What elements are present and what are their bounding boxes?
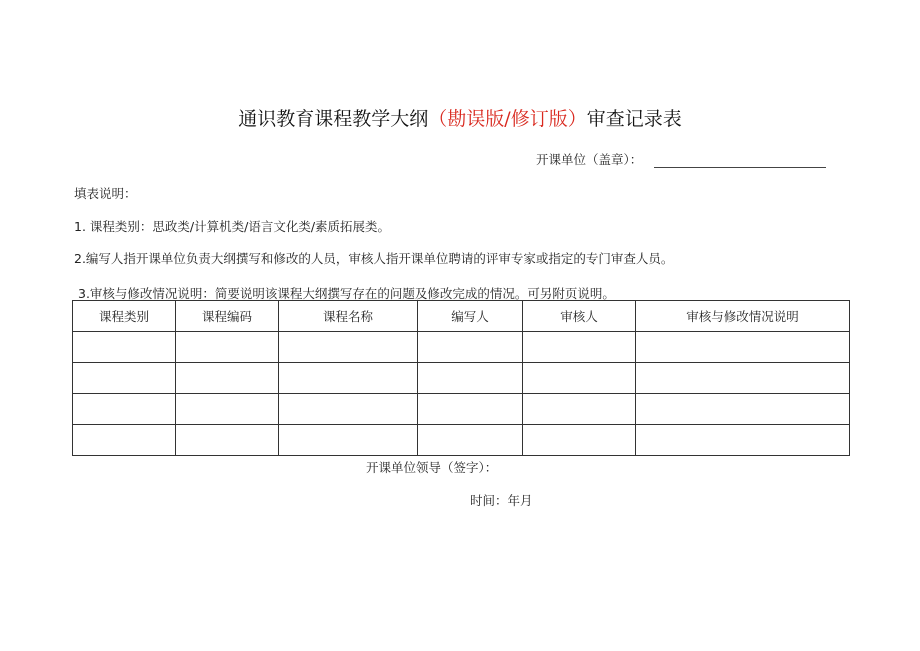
review-record-table — [72, 300, 850, 456]
note-item-2: 2.编写人指开课单位负责大纲撰写和修改的人员，审核人指开课单位聘请的评审专家或指定的专门审查人员。 — [74, 251, 674, 266]
table-cell[interactable] — [176, 394, 279, 425]
unit-stamp-line — [536, 150, 826, 168]
title-highlight: （勘误版/修订版） — [428, 108, 587, 130]
form-title — [0, 104, 920, 131]
table-cell[interactable] — [636, 363, 850, 394]
note-item-1: 1. 课程类别：思政类/计算机类/语言文化类/素质拓展类。 — [74, 219, 391, 234]
table-cell[interactable] — [418, 332, 523, 363]
table-cell[interactable] — [176, 363, 279, 394]
leader-signature-label: 开课单位领导（签字）： — [366, 460, 498, 475]
table-cell[interactable] — [176, 332, 279, 363]
table-cell[interactable] — [73, 363, 176, 394]
table-row — [73, 332, 850, 363]
header-course-category: 课程类别 — [73, 301, 176, 332]
table-row — [73, 394, 850, 425]
table-cell[interactable] — [176, 425, 279, 456]
table-cell[interactable] — [418, 394, 523, 425]
table-cell[interactable] — [523, 332, 636, 363]
table-cell[interactable] — [418, 363, 523, 394]
table-cell[interactable] — [636, 425, 850, 456]
title-suffix: 审查记录表 — [586, 108, 682, 130]
unit-stamp-blank[interactable] — [654, 153, 826, 168]
header-course-code: 课程编码 — [176, 301, 279, 332]
table-cell[interactable] — [279, 332, 418, 363]
table-header-row — [73, 301, 850, 332]
table-cell[interactable] — [523, 425, 636, 456]
header-reviewer: 审核人 — [523, 301, 636, 332]
table-cell[interactable] — [523, 363, 636, 394]
header-course-name: 课程名称 — [279, 301, 418, 332]
table-cell[interactable] — [73, 394, 176, 425]
table-cell[interactable] — [73, 425, 176, 456]
table-cell[interactable] — [279, 363, 418, 394]
table-cell[interactable] — [636, 394, 850, 425]
header-review-notes: 审核与修改情况说明 — [636, 301, 850, 332]
table-row — [73, 425, 850, 456]
table-cell[interactable] — [418, 425, 523, 456]
notes-heading: 填表说明： — [74, 186, 137, 201]
time-label: 时间：年月 — [470, 493, 533, 508]
table-cell[interactable] — [279, 394, 418, 425]
title-prefix: 通识教育课程教学大纲 — [238, 108, 429, 130]
unit-stamp-label: 开课单位（盖章）： — [536, 152, 643, 167]
table-cell[interactable] — [73, 332, 176, 363]
table-cell[interactable] — [636, 332, 850, 363]
table-cell[interactable] — [279, 425, 418, 456]
table-row — [73, 363, 850, 394]
header-author: 编写人 — [418, 301, 523, 332]
table-cell[interactable] — [523, 394, 636, 425]
note-item-3: 3.审核与修改情况说明：简要说明该课程大纲撰写存在的问题及修改完成的情况。可另附页说明。 — [78, 286, 615, 301]
